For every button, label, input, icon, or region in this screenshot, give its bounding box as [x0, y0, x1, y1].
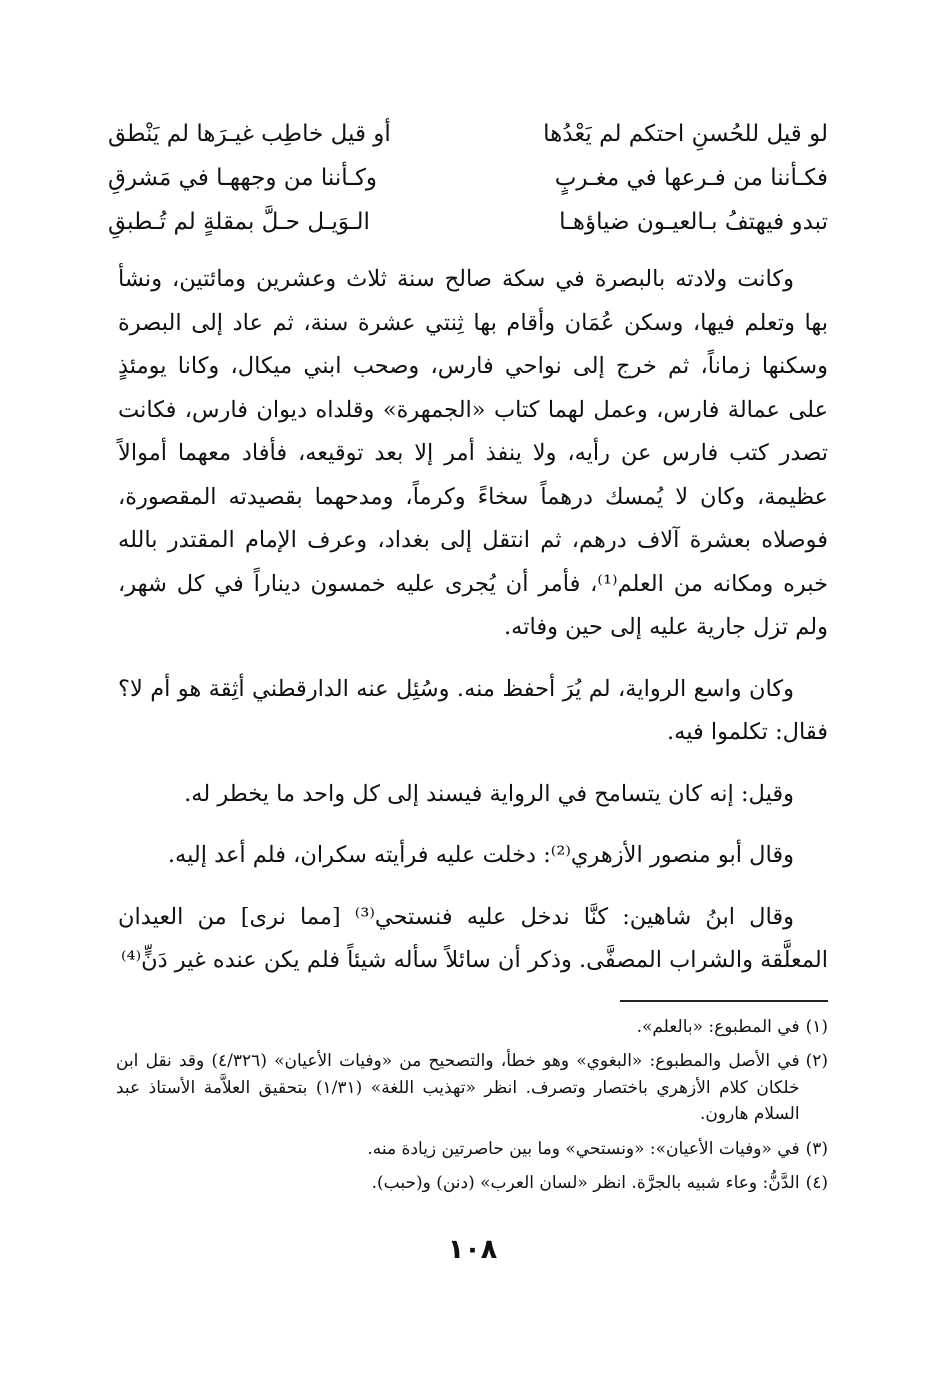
poem-verse: [108, 156, 828, 200]
footnote-item: [116, 1014, 828, 1040]
footnote-separator: [620, 1000, 828, 1002]
paragraph-ibn-shahin: وقال ابنُ شاهين: كنَّا ندخل عليه فنستحي⁽³⁾ [مما نرى] من العيدان المعلَّقة والشراب المصفَّى. وذكر أن سائلاً سأله شيئاً فلم يكن عنده غير دَنٍّ⁽⁴⁾: [118, 903, 828, 973]
verse-first-hemistich: تبدو فيهتفُ بـالعيـون ضياؤهـا: [559, 209, 828, 235]
footnote-number: (٣): [805, 1138, 828, 1159]
page-number: ١٠٨: [447, 1234, 498, 1265]
footnotes: [116, 1014, 828, 1204]
footnote-text: في المطبوع: «بالعلم».: [636, 1017, 800, 1037]
poem-block: [108, 112, 828, 244]
verse-first-hemistich: لو قيل للحُسنِ احتكم لم يَعْدُها: [543, 121, 828, 147]
verse-second-hemistich: وكـأننا من وجههـا في مَشرقِ: [108, 165, 378, 191]
verse-first-hemistich: فكـأننا من فـرعها في مغـربٍ: [554, 165, 828, 191]
footnote-number: (٢): [805, 1051, 828, 1071]
footnote-text: في الأصل والمطبوع: «البغوي» وهو خطأ، والتصحيح من «وفيات الأعيان» (٤/٣٢٦) وقد نقل ابن خلكان كلام الأزهري باختصار وتصرف. انظر «تهذيب اللغة» (١/٣١) بتحقيق العلاَّمة الأستاذ عبد السلام هارون.: [116, 1051, 800, 1124]
verse-second-hemistich: أو قيل خاطِب غيـرَها لم يَنْطق: [108, 121, 391, 147]
main-text: [118, 258, 828, 1001]
paragraph-birth: وكانت ولادته بالبصرة في سكة صالح سنة ثلاث وعشرين ومائتين، ونشأ بها وتعلم فيها، وسكن عُمَان وأقام بها ثِنتي عشرة سنة، ثم عاد إلى البصرة وسكنها زماناً، ثم خرج إلى نواحي فارس، وصحب ابني ميكال، وكانا يومئذٍ على عمالة فارس، وعمل لهما كتاب «الجمهرة» وقلداه ديوان فارس، فكانت تصدر كتب فارس عن رأيه، ولا ينفذ أمر إلا بعد توقيعه، فأفاد معهما أموالاً عظيمة، وكان لا يُمسك درهماً سخاءً وكرماً، ومدحهما بقصيدته المقصورة، فوصلاه بعشرة آلاف درهم، ثم انتقل إلى بغداد، وعرف الإمام المقتدر بالله خبره ومكانه من العلم⁽¹⁾، فأمر أن يُجرى عليه خمسون ديناراً في كل شهر، ولم تزل جارية عليه إلى حين وفاته.: [118, 266, 828, 640]
paragraph-tolerance: وقيل: إنه كان يتسامح في الرواية فيسند إلى كل واحد ما يخطر له.: [184, 780, 794, 807]
poem-verse: [108, 112, 828, 156]
footnote-text: الدَّنُّ: وعاء شبيه بالجرَّة. انظر «لسان العرب» (دنن) و(حبب).: [371, 1172, 800, 1193]
footnote-item: [116, 1136, 828, 1162]
footnote-number: (٤): [805, 1172, 828, 1193]
paragraph-narration: وكان واسع الرواية، لم يُرَ أحفظ منه. وسُئِل عنه الدارقطني أثِقة هو أم لا؟ فقال: تكلموا فيه.: [118, 675, 828, 745]
footnote-item: [116, 1048, 828, 1128]
footnote-number: (١): [805, 1017, 828, 1037]
verse-second-hemistich: الـوَيـل حـلَّ بمقلةٍ لم تُـطبقِ: [108, 209, 370, 235]
footnote-text: في «وفيات الأعيان»: «ونستحي» وما بين حاصرتين زيادة منه.: [367, 1138, 800, 1159]
paragraph-azhari: وقال أبو منصور الأزهري⁽²⁾: دخلت عليه فرأيته سكران، فلم أعد إليه.: [167, 842, 794, 868]
footnote-item: [116, 1170, 828, 1196]
poem-verse: [108, 200, 828, 244]
